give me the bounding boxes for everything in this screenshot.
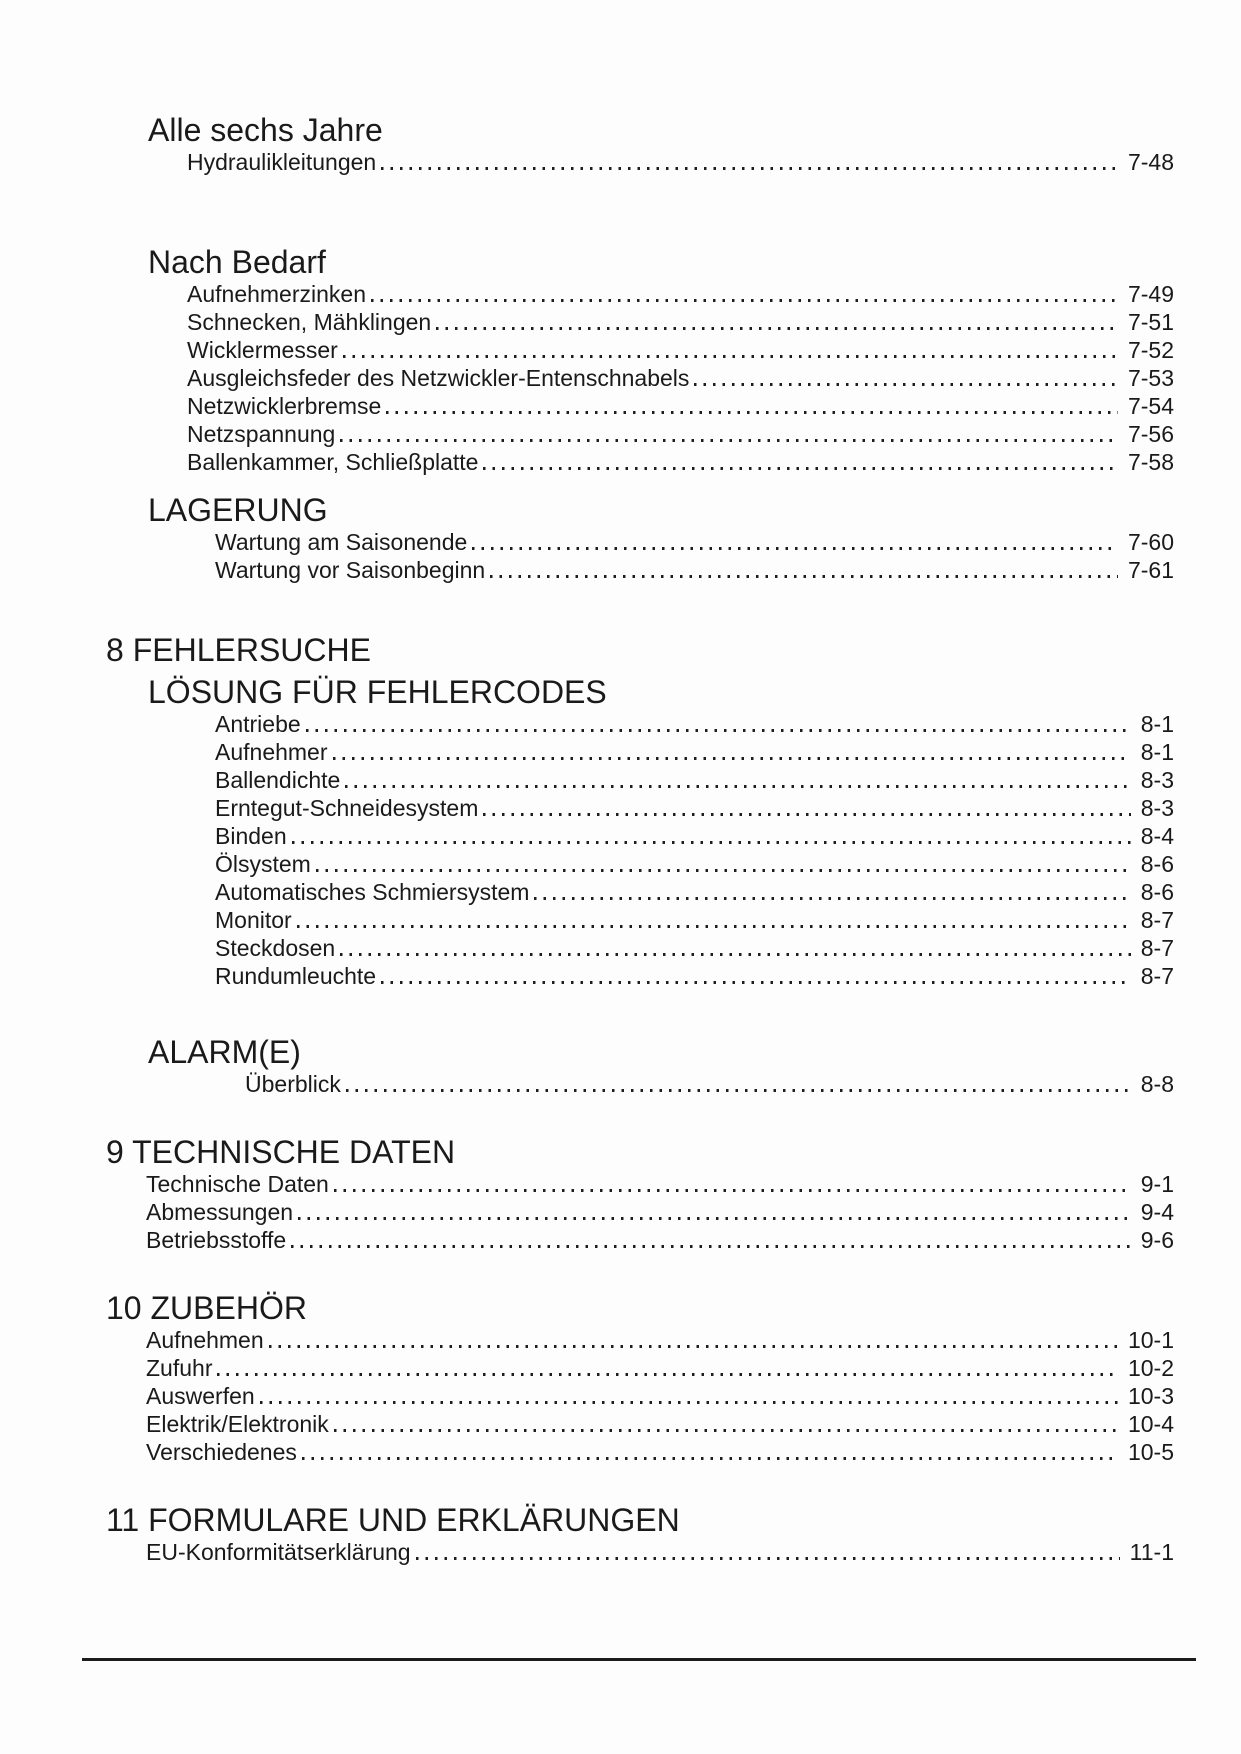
page-number: 8-7 <box>1140 935 1174 961</box>
page-number: 7-49 <box>1127 281 1174 307</box>
dot-leader <box>371 299 1118 302</box>
page-number: 7-51 <box>1127 309 1174 335</box>
page-number: 7-54 <box>1127 393 1174 419</box>
toc-entry-label: Erntegut-Schneidesystem <box>215 795 479 821</box>
footer-divider <box>82 1658 1196 1661</box>
page-number: 8-4 <box>1140 823 1174 849</box>
page-number: 8-6 <box>1140 851 1174 877</box>
toc-entry <box>106 962 1174 990</box>
section-heading: Nach Bedarf <box>148 244 326 280</box>
toc-entry <box>106 1070 1174 1098</box>
dot-leader <box>534 897 1130 900</box>
page-number: 7-52 <box>1127 337 1174 363</box>
dot-leader <box>490 575 1118 578</box>
toc-entry <box>106 1226 1174 1254</box>
dot-leader <box>340 439 1118 442</box>
toc-entry-label: Monitor <box>215 907 292 933</box>
page-number: 8-1 <box>1140 711 1174 737</box>
dot-leader <box>472 547 1118 550</box>
toc-entry <box>106 1410 1174 1438</box>
toc-entry <box>106 738 1174 766</box>
toc-entry <box>106 1438 1174 1466</box>
toc-entry <box>106 364 1174 392</box>
toc-entry-label: Ausgleichsfeder des Netzwickler-Entenschnabels <box>187 365 690 391</box>
toc-entry-label: Verschiedenes <box>146 1439 297 1465</box>
toc-entry-label: Rundumleuchte <box>215 963 377 989</box>
page-number: 7-60 <box>1127 529 1174 555</box>
toc-entry <box>106 1326 1174 1354</box>
toc-entry <box>106 556 1174 584</box>
section-heading: ALARM(E) <box>148 1034 301 1070</box>
toc-entry <box>106 934 1174 962</box>
page-number: 9-6 <box>1140 1227 1174 1253</box>
section-heading: LÖSUNG FÜR FEHLERCODES <box>148 674 607 710</box>
dot-leader <box>333 757 1131 760</box>
page-number: 8-7 <box>1140 963 1174 989</box>
toc-entry-label: Betriebsstoffe <box>146 1227 287 1253</box>
toc-entry <box>106 906 1174 934</box>
toc-entry <box>106 420 1174 448</box>
page-number: 9-4 <box>1140 1199 1174 1225</box>
page-number: 8-3 <box>1140 767 1174 793</box>
toc-entry <box>106 1354 1174 1382</box>
toc-entry-label: Auswerfen <box>146 1383 255 1409</box>
toc-entry-label: Netzwicklerbremse <box>187 393 382 419</box>
dot-leader <box>340 953 1131 956</box>
toc-entry-label: Aufnehmerzinken <box>187 281 366 307</box>
dot-leader <box>291 1245 1131 1248</box>
page-number: 10-1 <box>1127 1327 1174 1353</box>
dot-leader <box>381 981 1131 984</box>
dot-leader <box>302 1457 1118 1460</box>
toc-entry-label: Hydraulikleitungen <box>187 149 377 175</box>
toc-entry-label: Aufnehmer <box>215 739 328 765</box>
page-number: 7-48 <box>1127 149 1174 175</box>
page-number: 9-1 <box>1140 1171 1174 1197</box>
toc-entry <box>106 1170 1174 1198</box>
toc-entry-label: Elektrik/Elektronik <box>146 1411 329 1437</box>
toc-entry-label: Schnecken, Mähklingen <box>187 309 432 335</box>
dot-leader <box>483 467 1117 470</box>
toc-entry <box>106 766 1174 794</box>
toc-entry-label: Technische Daten <box>146 1171 329 1197</box>
toc-entry-label: EU-Konformitätserklärung <box>146 1539 411 1565</box>
toc-entry <box>106 850 1174 878</box>
dot-leader <box>416 1557 1120 1560</box>
dot-leader <box>306 729 1131 732</box>
dot-leader <box>483 813 1130 816</box>
toc-entry-label: Aufnehmen <box>146 1327 264 1353</box>
dot-leader <box>334 1189 1131 1192</box>
dot-leader <box>345 785 1130 788</box>
toc-entry-label: Wicklermesser <box>187 337 338 363</box>
dot-leader <box>217 1373 1117 1376</box>
chapter-heading: 10 ZUBEHÖR <box>106 1290 307 1326</box>
section-heading: Alle sechs Jahre <box>148 112 383 148</box>
toc-entry-label: Ballendichte <box>215 767 341 793</box>
toc-entry-label: Netzspannung <box>187 421 336 447</box>
dot-leader <box>343 355 1118 358</box>
dot-leader <box>381 167 1118 170</box>
toc-entry <box>106 280 1174 308</box>
chapter-heading: 9 TECHNISCHE DATEN <box>106 1134 456 1170</box>
toc-entry <box>106 710 1174 738</box>
toc-entry <box>106 878 1174 906</box>
dot-leader <box>260 1401 1118 1404</box>
dot-leader <box>346 1089 1131 1092</box>
page-number: 7-56 <box>1127 421 1174 447</box>
section-heading: LAGERUNG <box>148 492 328 528</box>
page-number: 10-3 <box>1127 1383 1174 1409</box>
toc-entry-label: Antriebe <box>215 711 301 737</box>
dot-leader <box>694 383 1118 386</box>
dot-leader <box>386 411 1118 414</box>
dot-leader <box>436 327 1118 330</box>
dot-leader <box>316 869 1131 872</box>
page-number: 10-4 <box>1127 1411 1174 1437</box>
toc-entry-label: Abmessungen <box>146 1199 294 1225</box>
chapter-heading: 8 FEHLERSUCHE <box>106 632 371 668</box>
page-number: 11-1 <box>1129 1539 1174 1565</box>
toc-entry-label: Automatisches Schmiersystem <box>215 879 530 905</box>
page-number: 8-8 <box>1140 1071 1174 1097</box>
toc-entry <box>106 448 1174 476</box>
page-number: 7-53 <box>1127 365 1174 391</box>
toc-entry-label: Steckdosen <box>215 935 336 961</box>
toc-entry-label: Überblick <box>245 1071 341 1097</box>
toc-entry <box>106 1538 1174 1566</box>
chapter-heading: 11 FORMULARE UND ERKLÄRUNGEN <box>106 1502 680 1538</box>
toc-entry <box>106 392 1174 420</box>
toc-entry-label: Wartung vor Saisonbeginn <box>215 557 486 583</box>
dot-leader <box>269 1345 1118 1348</box>
dot-leader <box>334 1429 1118 1432</box>
page-number: 8-7 <box>1140 907 1174 933</box>
toc-entry-label: Binden <box>215 823 287 849</box>
toc-entry-label: Ballenkammer, Schließplatte <box>187 449 479 475</box>
dot-leader <box>297 925 1131 928</box>
page-number: 7-61 <box>1127 557 1174 583</box>
toc-entry-label: Ölsystem <box>215 851 311 877</box>
toc-entry <box>106 308 1174 336</box>
page-number: 8-1 <box>1140 739 1174 765</box>
page-number: 10-2 <box>1127 1355 1174 1381</box>
toc-entry <box>106 528 1174 556</box>
dot-leader <box>292 841 1131 844</box>
page-number: 10-5 <box>1127 1439 1174 1465</box>
page-number: 7-58 <box>1127 449 1174 475</box>
toc-entry-label: Zufuhr <box>146 1355 213 1381</box>
toc-entry <box>106 822 1174 850</box>
toc-entry-label: Wartung am Saisonende <box>215 529 468 555</box>
toc-entry <box>106 1198 1174 1226</box>
toc-entry <box>106 336 1174 364</box>
toc-entry <box>106 794 1174 822</box>
toc-entry <box>106 148 1174 176</box>
page-number: 8-3 <box>1140 795 1174 821</box>
dot-leader <box>298 1217 1131 1220</box>
page-number: 8-6 <box>1140 879 1174 905</box>
toc-entry <box>106 1382 1174 1410</box>
